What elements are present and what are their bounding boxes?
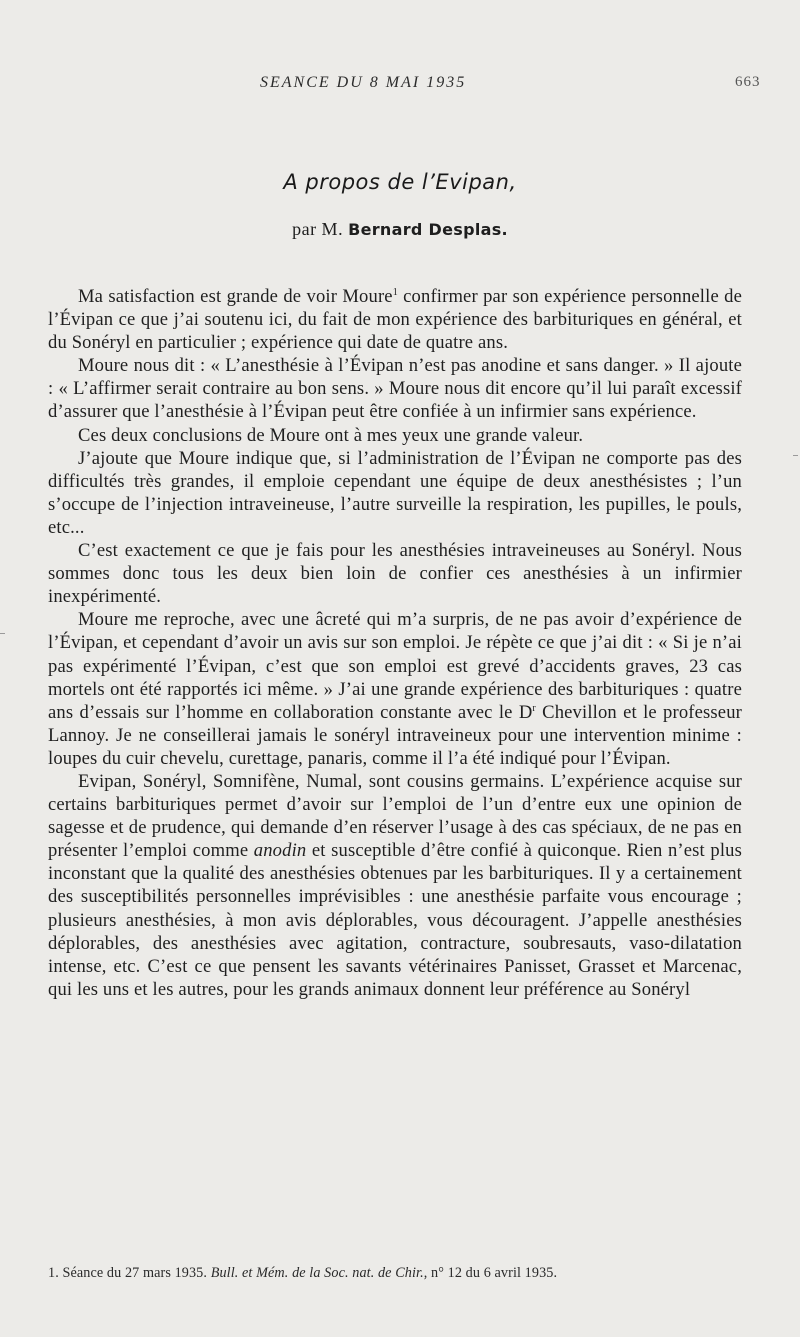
running-title: SEANCE DU 8 MAI 1935 [260,74,467,91]
article-title: A propos de l’Evipan, [283,170,517,194]
byline-prefix: par M. [292,219,344,239]
paragraph-6-start: Moure me reproche, avec une âcreté qui m’a surpris, de ne pas avoir d’expérience de l’Évipan, et cependant d’avoir un avis sur son emploi. Je répète ce que j’ai dit : « Si je n’ai pas expérimenté l’Évipan, c’est que son emploi est grevé d’accidents graves, 23 cas mortels ont été rapportés ici même. » J’ai une grande expérience des barbituriques : quatre ans d’essais sur l’homme en collaboration constante avec le D [48,609,742,723]
paragraph-7-start: Evipan, Sonéryl, Somnifène, Numal, sont cousins germains. L’expérience acquise sur certains barbituriques permet d’avoir sur l’emploi de l’un d’entre eux une opinion de sagesse et de prudence, qui demande d’en réserver l’usage à des cas spéciaux, de ne pas en présenter l’emploi comme [48,770,742,862]
article-body [48,285,742,1001]
doctor-abbrev-sup: r [532,702,536,714]
footnote [48,1265,748,1282]
footnote-journal: Bull. et Mém. de la Soc. nat. de Chir. [210,1265,424,1281]
paragraph-4: J’ajoute que Moure indique que, si l’administration de l’Évipan ne comporte pas des difficultés très grandes, il emploie cependant une équipe de deux anesthésistes ; l’un s’occupe de l’injection intraveineuse, l’autre surveille la respiration, les pupilles, le pouls, etc... [48,447,742,538]
page-number: 663 [735,74,761,90]
footnote-reference: 1 [392,286,398,298]
paragraph-6 [48,608,742,770]
paragraph-1-start: Ma satisfaction est grande de voir Moure [78,286,393,307]
paragraph-2: Moure nous dit : « L’anesthésie à l’Évipan n’est pas anodine et sans danger. » Il ajoute : « L’affirmer serait contraire au bon sens. » Moure nous dit encore qu’il lui paraît excessif d’assurer que l’anesthésie à l’Évipan peut être confiée à un infirmier sans expérience. [48,355,742,423]
paragraph-1 [48,285,742,354]
paragraph-7 [48,770,742,1001]
byline [0,219,800,240]
paragraph-7-end: et susceptible d’être confié à quiconque. Rien n’est plus inconstant que la qualité des anesthésies obtenues par les barbituriques. Il y a certainement des susceptibilités personnelles imprévisibles : une anesthésie parfaite vous encourage ; plusieurs anesthésies, à mon avis déplorables, vous découragent. J’appelle anesthésies déplorables, des anesthésies avec agitation, contracture, soubresauts, vaso-dilatation intense, etc. C’est ce que pensent les savants vétérinaires Panisset, Grasset et Marcenac, qui les uns et les autres, pour les grands animaux donnent leur préférence au Sonéryl [48,840,742,1000]
running-header [0,74,800,98]
footnote-number: 1. [48,1265,59,1281]
footnote-text-end: , n° 12 du 6 avril 1935. [423,1265,558,1281]
paragraph-6-end: Chevillon et le professeur Lannoy. Je ne conseillerai jamais le sonéryl intraveineux pour une intervention minime : loupes du cuir chevelu, curettage, panaris, comme il l’a été indiqué pour l’Évipan. [48,701,742,769]
paragraph-1-end: confirmer par son expérience personnelle de l’Évipan ce que j’ai soutenu ici, du fait de mon expérience des barbituriques en général, et du Sonéryl en particulier ; expérience qui date de quatre ans. [48,286,742,354]
margin-mark-left [0,633,5,634]
paragraph-3: Ces deux conclusions de Moure ont à mes yeux une grande valeur. [78,424,584,446]
author-name: Bernard Desplas. [348,220,508,239]
footnote-text-start: Séance du 27 mars 1935. [58,1265,211,1281]
margin-mark-right [793,455,798,456]
paragraph-5: C’est exactement ce que je fais pour les anesthésies intraveineuses au Sonéryl. Nous sommes donc tous les deux bien loin de confier ces anesthésies à un infirmier inexpérimenté. [48,540,742,608]
emphasis-anodin: anodin [253,840,307,862]
